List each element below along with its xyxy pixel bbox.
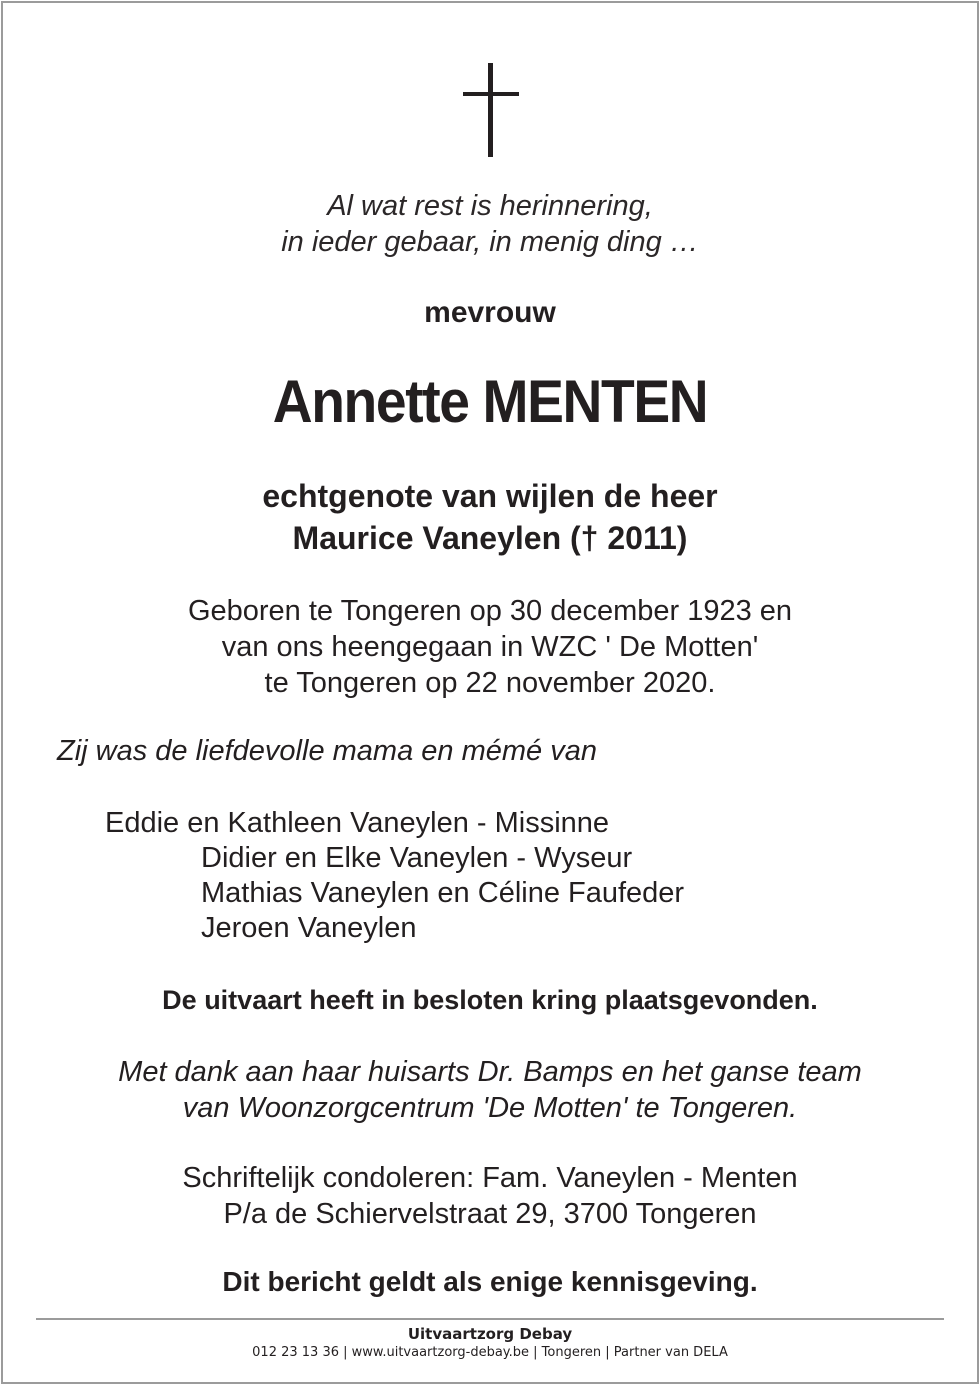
family-member: Jeroen Vaneylen — [201, 912, 417, 944]
verse-line-2: in ieder gebaar, in menig ding … — [281, 226, 699, 258]
thanks-line-2: van Woonzorgcentrum 'De Motten' te Tongeren. — [182, 1092, 798, 1124]
funeral-note: De uitvaart heeft in besloten kring plaatsgevonden. — [162, 985, 818, 1015]
thanks-line-1: Met dank aan haar huisarts Dr. Bamps en het ganse team — [118, 1056, 862, 1088]
family-member: Didier en Elke Vaneylen - Wyseur — [201, 842, 633, 874]
condolence-address — [0, 1160, 980, 1232]
honorific: mevrouw — [424, 296, 556, 329]
spouse-line-2: Maurice Vaneylen († 2011) — [292, 520, 688, 556]
family-member: Mathias Vaneylen en Céline Faufeder — [201, 877, 685, 909]
family-intro: Zij was de liefdevolle mama en mémé van — [57, 735, 597, 767]
cross-icon — [463, 63, 519, 157]
notice: Dit bericht geldt als enige kennisgeving. — [222, 1266, 758, 1297]
death-line: van ons heengegaan in WZC ' De Motten' — [221, 631, 759, 663]
birth-line: Geboren te Tongeren op 30 december 1923 en — [187, 595, 793, 627]
condolence-line-1: Schriftelijk condoleren: Fam. Vaneylen - Menten — [182, 1162, 798, 1194]
footer-info: 012 23 13 36 | www.uitvaartzorg-debay.be | Tongeren | Partner van DELA — [252, 1345, 728, 1360]
death-place-line: te Tongeren op 22 november 2020. — [264, 667, 716, 699]
footer-company: Uitvaartzorg Debay — [407, 1325, 573, 1343]
footer-divider — [36, 1318, 944, 1320]
family-member: Eddie en Kathleen Vaneylen - Missinne — [105, 807, 610, 839]
deceased-name: Annette MENTEN — [272, 368, 708, 435]
spouse-line-1: echtgenote van wijlen de heer — [262, 478, 718, 514]
verse-line-1: Al wat rest is herinnering, — [327, 190, 653, 222]
condolence-line-2: P/a de Schiervelstraat 29, 3700 Tongeren — [223, 1198, 757, 1230]
birth-death-info — [0, 593, 980, 701]
spouse-info — [0, 475, 980, 559]
thanks-note — [0, 1054, 980, 1126]
verse — [0, 188, 980, 260]
